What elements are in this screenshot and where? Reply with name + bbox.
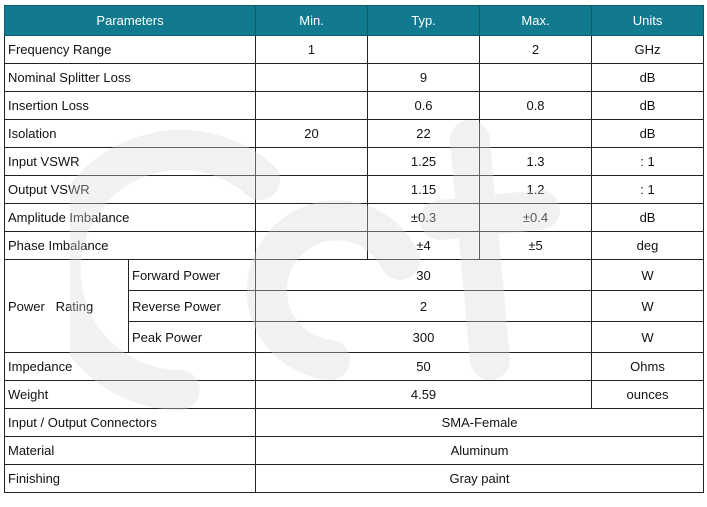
- power-item-value: 300: [256, 322, 592, 353]
- unit-cell: ounces: [592, 381, 704, 409]
- value-cell: Aluminum: [256, 437, 704, 465]
- typ-cell: 1.15: [368, 176, 480, 204]
- param-cell: Finishing: [5, 465, 256, 493]
- unit-cell: W: [592, 322, 704, 353]
- unit-cell: GHz: [592, 36, 704, 64]
- typ-cell: [368, 36, 480, 64]
- min-cell: [256, 176, 368, 204]
- param-cell: Input / Output Connectors: [5, 409, 256, 437]
- typ-cell: 9: [368, 64, 480, 92]
- param-cell: Input VSWR: [5, 148, 256, 176]
- typ-cell: ±0.3: [368, 204, 480, 232]
- typ-cell: 0.6: [368, 92, 480, 120]
- typ-cell: ±4: [368, 232, 480, 260]
- table-row: [5, 465, 704, 493]
- table-row: [5, 64, 704, 92]
- value-cell: 50: [256, 353, 592, 381]
- table-row: [5, 148, 704, 176]
- param-cell: Insertion Loss: [5, 92, 256, 120]
- min-cell: [256, 232, 368, 260]
- param-cell: Impedance: [5, 353, 256, 381]
- min-cell: [256, 148, 368, 176]
- table-row: [5, 36, 704, 64]
- table-row: [5, 260, 704, 291]
- unit-cell: W: [592, 260, 704, 291]
- header-min: Min.: [256, 6, 368, 36]
- unit-cell: : 1: [592, 148, 704, 176]
- power-rating-label: Power Rating: [5, 260, 129, 353]
- min-cell: 20: [256, 120, 368, 148]
- unit-cell: deg: [592, 232, 704, 260]
- power-item-name: Peak Power: [129, 322, 256, 353]
- value-cell: Gray paint: [256, 465, 704, 493]
- header-units: Units: [592, 6, 704, 36]
- power-item-value: 30: [256, 260, 592, 291]
- param-cell: Nominal Splitter Loss: [5, 64, 256, 92]
- min-cell: 1: [256, 36, 368, 64]
- spec-table: [4, 5, 704, 493]
- table-row: [5, 176, 704, 204]
- max-cell: ±5: [480, 232, 592, 260]
- table-row: [5, 204, 704, 232]
- min-cell: [256, 92, 368, 120]
- min-cell: [256, 204, 368, 232]
- max-cell: [480, 120, 592, 148]
- param-cell: Output VSWR: [5, 176, 256, 204]
- table-row: [5, 120, 704, 148]
- typ-cell: 22: [368, 120, 480, 148]
- param-cell: Material: [5, 437, 256, 465]
- unit-cell: dB: [592, 92, 704, 120]
- unit-cell: W: [592, 291, 704, 322]
- table-row: [5, 409, 704, 437]
- table-row: [5, 92, 704, 120]
- header-parameters: Parameters: [5, 6, 256, 36]
- max-cell: 0.8: [480, 92, 592, 120]
- header-typ: Typ.: [368, 6, 480, 36]
- typ-cell: 1.25: [368, 148, 480, 176]
- param-cell: Weight: [5, 381, 256, 409]
- max-cell: 1.3: [480, 148, 592, 176]
- param-cell: Phase Imbalance: [5, 232, 256, 260]
- max-cell: ±0.4: [480, 204, 592, 232]
- table-row: [5, 437, 704, 465]
- power-item-name: Forward Power: [129, 260, 256, 291]
- max-cell: 2: [480, 36, 592, 64]
- unit-cell: dB: [592, 64, 704, 92]
- param-cell: Isolation: [5, 120, 256, 148]
- max-cell: 1.2: [480, 176, 592, 204]
- power-item-value: 2: [256, 291, 592, 322]
- table-row: [5, 353, 704, 381]
- param-cell: Amplitude Imbalance: [5, 204, 256, 232]
- table-row: [5, 381, 704, 409]
- min-cell: [256, 64, 368, 92]
- header-max: Max.: [480, 6, 592, 36]
- value-cell: 4.59: [256, 381, 592, 409]
- value-cell: SMA-Female: [256, 409, 704, 437]
- unit-cell: dB: [592, 204, 704, 232]
- max-cell: [480, 64, 592, 92]
- header-row: [5, 6, 704, 36]
- unit-cell: : 1: [592, 176, 704, 204]
- table-row: [5, 232, 704, 260]
- power-item-name: Reverse Power: [129, 291, 256, 322]
- unit-cell: Ohms: [592, 353, 704, 381]
- param-cell: Frequency Range: [5, 36, 256, 64]
- unit-cell: dB: [592, 120, 704, 148]
